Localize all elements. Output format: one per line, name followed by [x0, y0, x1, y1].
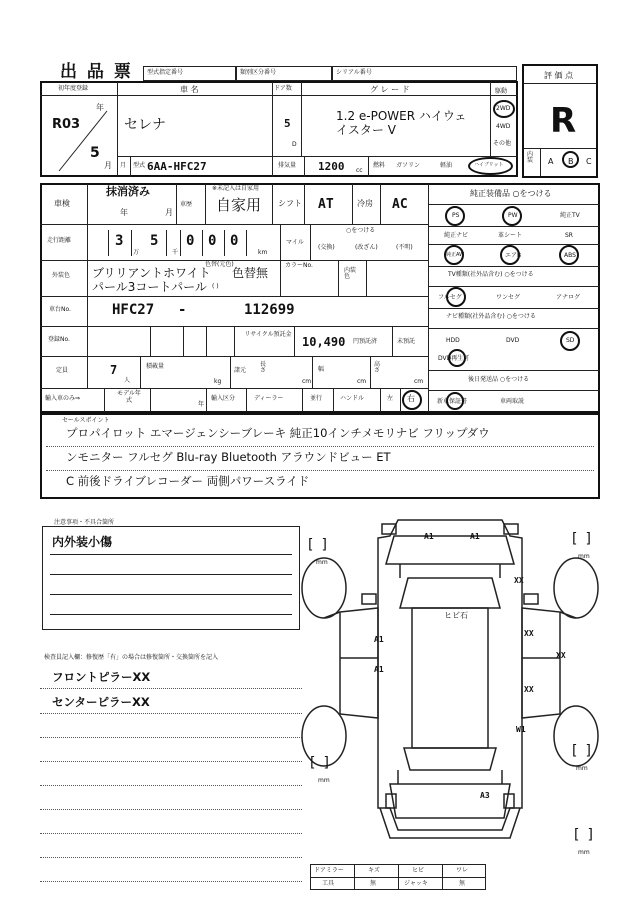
equip-abs-circle [559, 245, 579, 265]
mark-left-door-a1: A1 [374, 635, 384, 644]
inspector-line-2: センターピラーXX [52, 695, 150, 709]
model-code: 6AA-HFC27 [147, 160, 207, 173]
equip-pw-circle [502, 206, 522, 226]
grade-line2: イスター V [336, 123, 396, 137]
mark-left-rear-door-a1: A1 [374, 665, 384, 674]
fuel-hybrid-circle [468, 157, 513, 175]
selling-line-3: C 前後ドライブレコーダー 両側パワースライド [66, 474, 310, 488]
doors-value: 5 [284, 117, 291, 130]
equipment-title: 純正装備品 ○をつける [470, 189, 552, 198]
serial-box: シリアル番号 [332, 66, 517, 81]
mark-right-fender-xx: XX [514, 576, 524, 585]
recycle-value: 10,490 [302, 335, 346, 349]
shaken-value: 抹消済み [106, 185, 150, 198]
mark-rear-bumper-a3: A3 [480, 791, 490, 800]
class-code-box: 類別区分番号 [236, 66, 332, 81]
vehicle-name: セレナ [124, 117, 166, 133]
mileage-digit-2: 5 [150, 233, 159, 249]
rating-box: 評 価 点 R 内装 A B C [522, 64, 598, 178]
rating-value: R [550, 101, 577, 141]
chassis-prefix: HFC27 [112, 302, 155, 318]
mark-right-door-xx: XX [524, 629, 534, 638]
color-line2: パール3コートパール [92, 280, 207, 294]
displacement-value: 1200 [318, 160, 345, 173]
tv-title: TV種類(社外品含む) ○をつける [448, 271, 534, 278]
nav-sd-circle [560, 331, 580, 351]
tv-fullseg-circle [446, 287, 466, 307]
mark-front-a1-right: A1 [470, 532, 480, 541]
inspector-line-1: フロントピラーXX [52, 670, 151, 684]
selling-line-1: プロパイロット エマージェンシーブレーキ 純正10インチメモリナビ フリップダウ [66, 426, 490, 440]
sheet-title: 出 品 票 [60, 62, 133, 82]
mark-right-side-xx: XX [556, 651, 566, 660]
equip-airbag-circle [500, 245, 520, 265]
mark-front-a1-left: A1 [424, 532, 434, 541]
mark-roof-chip: ヒビ石 [444, 611, 468, 620]
mileage-digit-4: 0 [208, 233, 217, 249]
shift-value: AT [318, 197, 334, 212]
color-change: 色替無 [232, 266, 269, 280]
equip-aw-circle [444, 245, 464, 265]
car-diagram [300, 508, 600, 868]
auction-sheet: 出 品 票 型式指定番号 類別区分番号 シリアル番号 評 価 点 R 内装 A B C 初年度登録 R03 年 5 月 車 名 セレナ ドア数 5 D グ レ ー ド 1.2 e-POWER ハイウェ イスター V 駆動 2WD 4WD その他 月 型式 6AA-HFC27 排気量 1200 cc 燃料 ガソリン 軽油 ハイブリット 車検 抹消済み 年 月 車歴 ※未記入は自家用 自家用 シフト AT 冷房 AC 走行距離 3 万 5 千 0 0 0 km マイル ○をつける (交換) (改ざん) (不明) 外装色 色替(元色) ブリリアントホワイト 色替無 パール3コートパール ( ) カラーNo. 内装色 車台No. HFC27 - 112699 登録No. リサイクル預託金 10,490 円預託済 未預託 定員 7 人 積載量 kg 諸元 長さ cm 幅 cm 高さ cm 輸入車のみ⇒ モデル年式 年 輸入区分 ディーラー 並行 ハンドル 左 右 純正装備品 ○をつける PS PW 純正TV 純正ナビ 革シート SR 純正AW エアB ABS TV種類(社外品含む) ○をつける フルセグ ワンセグ アナログ ナビ種類(社外品含む) ○をつける HDD DVD SD DVD再生可 後日発送品 ○をつける 新車保証書 車両取説 セールスポイント プロパイロット エマージェンシーブレーキ 純正10インチメモリナビ フリップダウ ンモニター フルセグ Blu-ray Bluetooth アラウンドビュー ET C 前後ドライブレコーダー 両側パワースライド 注意事項・不具合箇所 内外装小傷 検査員記入欄：修復歴「有」の場合は修復箇所・交換箇所を記入 フロントピラーXX センターピラーXX A1 A1 XX ヒビ石 A1 XX XX A1 XX W1 A3 [] mm [] mm [] mm [] mm [] mm ドアミラー キズ ヒビ ワレ 工具 無 ジャッキ 無 [0, 0, 640, 904]
interior-b-circle [562, 151, 579, 168]
mileage-digit-3: 0 [186, 233, 195, 249]
mileage-digit-5: 0 [230, 233, 239, 249]
later-title: 後日発送品 ○をつける [468, 376, 530, 383]
chassis-number: 112699 [244, 302, 295, 318]
history-value: 自家用 [216, 196, 262, 214]
capacity-value: 7 [110, 363, 118, 377]
drive-2wd-circle [493, 100, 515, 118]
model-cert-box: 型式指定番号 [143, 66, 236, 81]
equip-ps-circle [445, 206, 465, 226]
warranty-circle [446, 392, 464, 410]
caution-text: 内外装小傷 [52, 535, 113, 549]
ac-value: AC [392, 197, 408, 212]
dvd-play-circle [448, 349, 466, 367]
first-reg-era: R03 [52, 117, 81, 132]
mark-rear-wheel-w1: W1 [516, 725, 526, 734]
handle-right-circle [402, 390, 422, 410]
color-line1: ブリリアントホワイト [92, 266, 211, 280]
mileage-digit-1: 3 [115, 233, 124, 249]
selling-line-2: ンモニター フルセグ Blu-ray Bluetooth アラウンドビュー ET [66, 450, 391, 464]
grade-line1: 1.2 e-POWER ハイウェ [336, 109, 467, 123]
nav-title: ナビ種類(社外品含む) ○をつける [446, 313, 536, 320]
mark-right-rear-xx: XX [524, 685, 534, 694]
first-reg-month: 5 [90, 145, 100, 161]
